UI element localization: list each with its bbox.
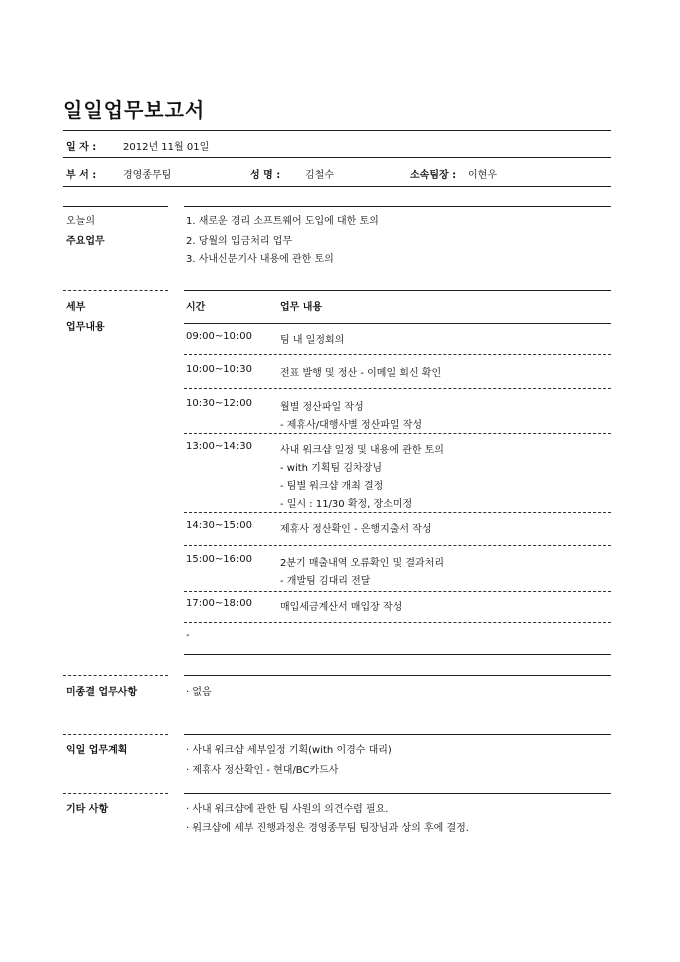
today-item: 1. 새로운 경리 소프트웨어 도입에 대한 토의: [186, 216, 379, 227]
today-item: 2. 당월의 입금처리 업무: [186, 236, 293, 247]
name-value: 김철수: [305, 170, 334, 181]
detail-label-line1: 세부: [66, 302, 86, 313]
today-label-rule: [63, 206, 168, 207]
info-divider: [63, 186, 611, 187]
row-content: 매입세금계산서 매입장 작성: [280, 602, 403, 613]
etc-item: · 사내 워크샵에 관한 팀 사원의 의견수렴 필요.: [186, 804, 389, 815]
row-divider: [184, 512, 611, 513]
row-content: - 팀별 워크샵 개최 결정: [280, 481, 384, 492]
row-time: -: [186, 630, 190, 641]
row-divider: [184, 591, 611, 592]
dept-value: 경영종무팀: [123, 170, 172, 181]
date-divider: [63, 157, 611, 158]
etc-label: 기타 사항: [66, 804, 109, 815]
row-time: 15:00~16:00: [186, 554, 253, 565]
detail-header-bottom-rule: [184, 323, 611, 324]
row-divider: [184, 388, 611, 389]
date-value: 2012년 11월 01일: [123, 142, 210, 153]
today-label-line1: 오늘의: [66, 216, 95, 227]
detail-header-top-rule: [184, 290, 611, 291]
etc-content-rule: [184, 793, 611, 794]
row-time: 09:00~10:00: [186, 331, 253, 342]
tomorrow-label-rule: [63, 734, 168, 735]
today-item: 3. 사내신문기사 내용에 관한 토의: [186, 254, 334, 265]
row-divider: [184, 622, 611, 623]
etc-label-rule: [63, 793, 168, 794]
col-header-content: 업무 내용: [280, 302, 323, 313]
title-divider: [63, 130, 611, 131]
dept-label: 부 서 :: [66, 170, 97, 181]
row-time: 17:00~18:00: [186, 598, 253, 609]
row-time: 14:30~15:00: [186, 520, 253, 531]
row-content: 팀 내 일정회의: [280, 335, 345, 346]
row-content: - 제휴사/대행사별 정산파일 작성: [280, 420, 423, 431]
leader-label: 소속팀장 :: [410, 170, 457, 181]
row-time: 10:00~10:30: [186, 364, 253, 375]
row-content: 사내 워크샵 일정 및 내용에 관한 토의: [280, 445, 444, 456]
row-content: 전표 발행 및 정산 - 이메일 회신 확인: [280, 368, 442, 379]
unfinished-content-rule: [184, 675, 611, 676]
row-divider: [184, 433, 611, 434]
name-label: 성 명 :: [250, 170, 281, 181]
etc-item: · 워크샵에 세부 진행과정은 경영종무팀 팀장님과 상의 후에 결정.: [186, 823, 469, 834]
unfinished-label: 미종결 업무사항: [66, 687, 138, 698]
tomorrow-item: · 제휴사 정산확인 - 현대/BC카드사: [186, 765, 339, 776]
row-content: 월별 정산파일 작성: [280, 402, 364, 413]
detail-label-line2: 업무내용: [66, 322, 105, 333]
date-label: 일 자 :: [66, 142, 97, 153]
row-content: - 개발팀 김대리 전달: [280, 576, 371, 587]
col-header-time: 시간: [186, 302, 206, 313]
row-time: 13:00~14:30: [186, 441, 253, 452]
detail-label-rule: [63, 290, 168, 291]
today-label-line2: 주요업무: [66, 236, 105, 247]
row-time: 10:30~12:00: [186, 398, 253, 409]
row-content: - 일시 : 11/30 확정, 장소미정: [280, 499, 413, 510]
tomorrow-label: 익일 업무계획: [66, 745, 128, 756]
today-content-rule: [184, 206, 611, 207]
row-divider: [184, 354, 611, 355]
unfinished-item: · 없음: [186, 687, 212, 698]
row-content: - with 기획팀 김차장님: [280, 463, 382, 474]
row-content: 2분기 매출내역 오류확인 및 결과처리: [280, 558, 444, 569]
row-content: 제휴사 정산확인 - 은행지출서 작성: [280, 524, 432, 535]
leader-value: 이현우: [468, 170, 497, 181]
tomorrow-content-rule: [184, 734, 611, 735]
detail-bottom-rule: [184, 654, 611, 655]
tomorrow-item: · 사내 워크샵 세부일정 기획(with 이경수 대리): [186, 745, 392, 756]
unfinished-label-rule: [63, 675, 168, 676]
page-title: 일일업무보고서: [63, 98, 206, 122]
row-divider: [184, 545, 611, 546]
